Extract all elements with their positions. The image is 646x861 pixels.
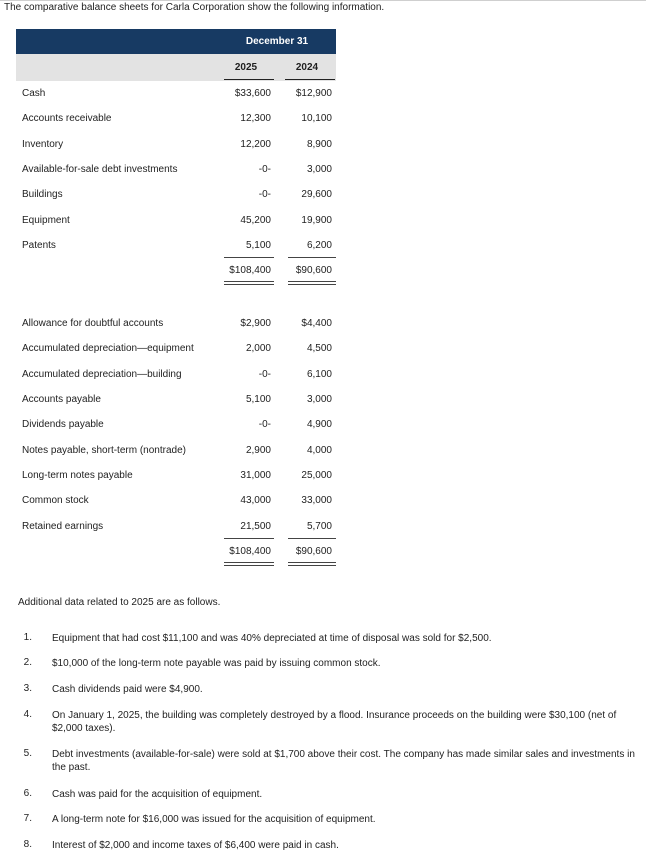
row-label: Patents	[22, 240, 56, 251]
total-double-rule-2025	[224, 281, 274, 285]
value-2024: 4,500	[306, 343, 332, 354]
subtotal-rule-2025	[224, 257, 274, 258]
value-2025: 31,000	[240, 470, 271, 481]
row-label: Notes payable, short-term (nontrade)	[22, 445, 186, 456]
total-2025: $108,400	[229, 265, 271, 276]
value-2025: 2,000	[245, 343, 271, 354]
total-2024: $90,600	[295, 265, 332, 276]
list-item: Debt investments (available-for-sale) were sold at $1,700 above their cost. The company has made similar sales and investments in the past.	[52, 749, 635, 773]
year-2025-header: 2025	[234, 62, 258, 73]
value-2024: 4,000	[306, 445, 332, 456]
total-double-rule-2024	[288, 562, 336, 566]
value-2024: 33,000	[301, 495, 332, 506]
value-2025: 12,300	[240, 113, 271, 124]
year-2024-underline	[285, 79, 335, 80]
top-divider	[0, 0, 646, 1]
value-2024: 8,900	[306, 139, 332, 150]
list-item-number: 8.	[23, 839, 32, 850]
value-2025: 45,200	[240, 215, 271, 226]
list-item-number: 7.	[23, 813, 32, 824]
list-item-number: 4.	[23, 709, 32, 720]
value-2025: 43,000	[240, 495, 271, 506]
row-label: Inventory	[22, 139, 64, 150]
row-label: Available-for-sale debt investments	[22, 164, 178, 175]
value-2024: 25,000	[301, 470, 332, 481]
total-2025: $108,400	[229, 546, 271, 557]
value-2025: 5,100	[245, 394, 271, 405]
row-label: Accounts payable	[22, 394, 101, 405]
value-2025: 12,200	[240, 139, 271, 150]
list-item-number: 2.	[23, 657, 32, 668]
row-label: Allowance for doubtful accounts	[22, 318, 164, 329]
row-label: Accumulated depreciation—equipment	[22, 343, 194, 354]
list-item-number: 5.	[23, 748, 32, 759]
value-2025: -0-	[258, 419, 271, 430]
list-item: Cash was paid for the acquisition of equipment.	[52, 789, 263, 800]
additional-data-heading: Additional data related to 2025 are as follows.	[18, 597, 221, 608]
value-2025: -0-	[258, 164, 271, 175]
row-label: Accounts receivable	[22, 113, 112, 124]
row-label: Cash	[22, 88, 46, 99]
list-item: Equipment that had cost $11,100 and was 40% depreciated at time of disposal was sold for $2,500.	[52, 633, 492, 644]
value-2025: 5,100	[245, 240, 271, 251]
total-double-rule-2025	[224, 562, 274, 566]
subtotal-rule-2024	[288, 538, 336, 539]
value-2025: 21,500	[240, 521, 271, 532]
row-label: Long-term notes payable	[22, 470, 133, 481]
total-2024: $90,600	[295, 546, 332, 557]
list-item: Cash dividends paid were $4,900.	[52, 684, 203, 695]
value-2025: $2,900	[240, 318, 271, 329]
row-label: Equipment	[22, 215, 70, 226]
row-label: Common stock	[22, 495, 89, 506]
row-label: Accumulated depreciation—building	[22, 369, 182, 380]
list-item-number: 1.	[23, 632, 32, 643]
subtotal-rule-2024	[288, 257, 336, 258]
year-2025-underline	[224, 79, 274, 80]
total-double-rule-2024	[288, 281, 336, 285]
intro-text: The comparative balance sheets for Carla Corporation show the following information.	[4, 2, 385, 13]
list-item-number: 6.	[23, 788, 32, 799]
list-item: $10,000 of the long-term note payable was paid by issuing common stock.	[52, 658, 381, 669]
list-item: A long-term note for $16,000 was issued for the acquisition of equipment.	[52, 814, 376, 825]
value-2024: 6,100	[306, 369, 332, 380]
row-label: Buildings	[22, 189, 63, 200]
value-2025: -0-	[258, 369, 271, 380]
value-2024: 10,100	[301, 113, 332, 124]
row-label: Retained earnings	[22, 521, 104, 532]
value-2024: 3,000	[306, 164, 332, 175]
list-item: Interest of $2,000 and income taxes of $6,400 were paid in cash.	[52, 840, 339, 851]
value-2024: 19,900	[301, 215, 332, 226]
value-2024: 3,000	[306, 394, 332, 405]
value-2024: $12,900	[295, 88, 332, 99]
value-2024: 29,600	[301, 189, 332, 200]
row-label: Dividends payable	[22, 419, 104, 430]
value-2025: $33,600	[234, 88, 271, 99]
value-2024: $4,400	[301, 318, 332, 329]
value-2025: -0-	[258, 189, 271, 200]
value-2024: 5,700	[306, 521, 332, 532]
list-item-number: 3.	[23, 683, 32, 694]
value-2025: 2,900	[245, 445, 271, 456]
list-item: On January 1, 2025, the building was completely destroyed by a flood. Insurance proceeds on the building were $30,100 (net of $2,000 taxes).	[52, 710, 617, 734]
table-header-title: December 31	[245, 36, 309, 47]
value-2024: 4,900	[306, 419, 332, 430]
year-2024-header: 2024	[295, 62, 319, 73]
value-2024: 6,200	[306, 240, 332, 251]
subtotal-rule-2025	[224, 538, 274, 539]
